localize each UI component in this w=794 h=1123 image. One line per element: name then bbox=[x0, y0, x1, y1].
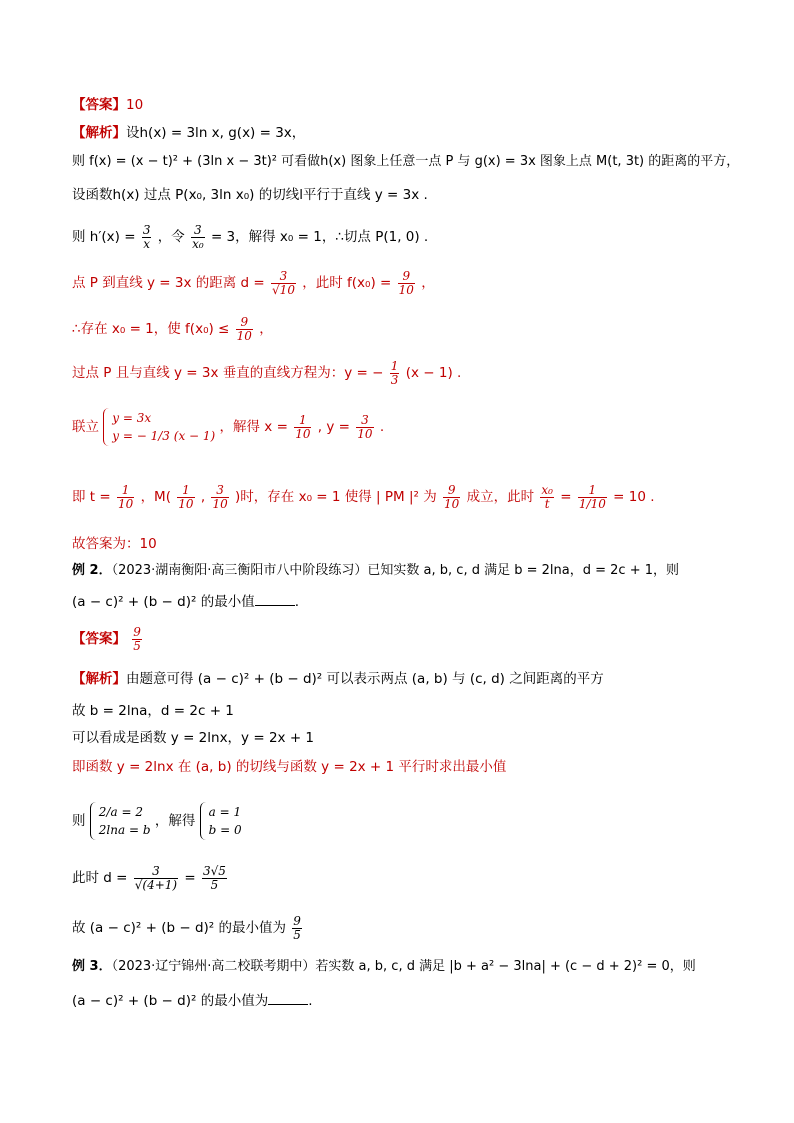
question-text: （2023·辽宁锦州·高二校联考期中）若实数 a, b, c, d 满足 |b + a² − 3lna| + (c − d + 2)² = 0，则 bbox=[111, 959, 696, 974]
fraction bbox=[292, 915, 302, 942]
numerator: 3 bbox=[211, 484, 228, 498]
denominator: x bbox=[143, 236, 151, 251]
fraction bbox=[540, 484, 554, 511]
denominator: 10 bbox=[117, 496, 134, 511]
numerator: x₀ bbox=[541, 482, 553, 497]
text-segment: 联立 bbox=[72, 419, 99, 435]
analysis-line-2: 则 f(x) = (x − t)² + (3ln x − 3t)² 可看做h(x) 图象上任意一点 P 与 g(x) = 3x 图象上点 M(t, 3t) 的距离的平方， bbox=[72, 154, 740, 169]
answer-value: 10 bbox=[126, 97, 144, 113]
text-segment: 成立，此时 bbox=[466, 489, 535, 505]
text-segment: = bbox=[184, 870, 196, 886]
fraction bbox=[578, 484, 607, 511]
example-label: 例 3． bbox=[72, 959, 112, 974]
fraction bbox=[271, 270, 296, 297]
fraction bbox=[191, 224, 205, 251]
denominator: 10 bbox=[357, 426, 373, 441]
analysis-2-line-3: 可以看成是函数 y = 2lnx，y = 2x + 1 bbox=[72, 730, 315, 746]
analysis-tag: 【解析】 bbox=[72, 671, 126, 687]
analysis-line-7 bbox=[72, 356, 461, 390]
text-segment: ，令 bbox=[157, 229, 185, 245]
text-segment: . bbox=[308, 993, 313, 1009]
text-segment: ， bbox=[421, 275, 435, 291]
example-label: 例 2． bbox=[72, 563, 112, 578]
fraction bbox=[134, 865, 178, 892]
example-2-title-cont bbox=[72, 593, 299, 611]
analysis-line-6 bbox=[72, 312, 273, 346]
system-row: a = 1 bbox=[208, 805, 242, 819]
denominator: 10 bbox=[398, 282, 414, 297]
denominator: √10 bbox=[272, 282, 295, 297]
denominator: x₀ bbox=[192, 236, 204, 251]
text-segment: 故 (a − c)² + (b − d)² 的最小值为 bbox=[72, 920, 286, 936]
answer-fraction bbox=[132, 626, 142, 653]
numerator: 1 bbox=[177, 484, 194, 498]
question-text: (a − c)² + (b − d)² 的最小值为 bbox=[72, 993, 269, 1009]
denominator: 10 bbox=[295, 426, 311, 441]
answer-tag: 【答案】 bbox=[72, 631, 126, 647]
answer-line-2 bbox=[72, 622, 144, 656]
system-row: 2lna = b bbox=[98, 823, 151, 837]
numerator: 9 bbox=[293, 913, 301, 928]
numerator: 1 bbox=[390, 358, 399, 373]
answer-blank bbox=[255, 593, 295, 606]
analysis-text: 设h(x) = 3ln x, g(x) = 3x， bbox=[126, 125, 306, 141]
fraction bbox=[117, 484, 134, 511]
equation-system bbox=[200, 802, 242, 840]
text-segment: ，解得 bbox=[154, 813, 196, 829]
question-text: （2023·湖南衡阳·高三衡阳市八中阶段练习）已知实数 a, b, c, d 满足 b = 2lna，d = 2c + 1，则 bbox=[111, 563, 679, 578]
text-segment: 则 h′(x) = bbox=[72, 229, 136, 245]
system-row: 2/a = 2 bbox=[98, 805, 143, 819]
text-segment: (x − 1) . bbox=[405, 365, 462, 381]
fraction bbox=[398, 270, 415, 297]
text-segment: ，M( bbox=[140, 489, 171, 505]
denominator: 5 bbox=[210, 877, 219, 892]
fraction bbox=[390, 360, 400, 387]
analysis-2-line-4: 即函数 y = 2lnx 在 (a, b) 的切线与函数 y = 2x + 1 平行时求出最小值 bbox=[72, 759, 507, 775]
numerator: 9 bbox=[236, 316, 253, 330]
numerator: 3 bbox=[271, 270, 296, 284]
numerator: 9 bbox=[133, 624, 141, 639]
numerator: 3√5 bbox=[203, 863, 226, 878]
text-segment: 此时 d = bbox=[72, 870, 128, 886]
denominator: t bbox=[544, 496, 550, 511]
numerator: 1 bbox=[117, 484, 134, 498]
analysis-2-line-5 bbox=[72, 796, 242, 846]
system-row: y = 3x bbox=[112, 411, 152, 425]
text-segment: . bbox=[294, 594, 299, 610]
text-segment: 即 t = bbox=[72, 489, 111, 505]
question-text: (a − c)² + (b − d)² 的最小值 bbox=[72, 594, 255, 610]
answer-tag: 【答案】 bbox=[72, 97, 126, 113]
analysis-tag: 【解析】 bbox=[72, 125, 126, 141]
answer-blank bbox=[268, 992, 308, 1005]
numerator: 9 bbox=[443, 484, 460, 498]
text-segment: ∴存在 x₀ = 1，使 f(x₀) ≤ bbox=[72, 321, 230, 337]
numerator: 1 bbox=[578, 484, 607, 498]
analysis-line-1 bbox=[72, 124, 305, 142]
text-segment: )时，存在 x₀ = 1 使得 | PM |² 为 bbox=[235, 489, 437, 505]
answer-line bbox=[72, 96, 143, 114]
analysis-line-8 bbox=[72, 404, 384, 450]
denominator: 10 bbox=[212, 496, 228, 511]
text-segment: 过点 P 且与直线 y = 3x 垂直的直线方程为：y = − bbox=[72, 365, 384, 381]
text-segment: . bbox=[379, 419, 385, 435]
analysis-line-5 bbox=[72, 266, 435, 300]
analysis-2-line-2: 故 b = 2lna，d = 2c + 1 bbox=[72, 703, 234, 719]
numerator: 3 bbox=[356, 414, 373, 428]
fraction bbox=[211, 484, 228, 511]
equation-system bbox=[90, 802, 151, 840]
system-row: y = − 1/3 (x − 1) bbox=[112, 429, 216, 443]
text-segment: = 3，解得 x₀ = 1，∴切点 P(1, 0) . bbox=[210, 229, 429, 245]
numerator: 1 bbox=[294, 414, 311, 428]
numerator: 3 bbox=[142, 222, 151, 237]
denominator: 3 bbox=[390, 372, 399, 387]
text-segment: ，此时 f(x₀) = bbox=[302, 275, 392, 291]
numerator: 3 bbox=[191, 224, 205, 238]
denominator: 1/10 bbox=[578, 496, 606, 511]
fraction bbox=[177, 484, 194, 511]
numerator: 9 bbox=[398, 270, 415, 284]
numerator: 3 bbox=[134, 865, 178, 879]
denominator: 10 bbox=[444, 496, 460, 511]
analysis-2-line-7 bbox=[72, 908, 304, 948]
example-3-title-cont bbox=[72, 992, 313, 1010]
fraction bbox=[202, 865, 227, 892]
text-segment: = bbox=[560, 489, 572, 505]
example-2-title bbox=[72, 562, 679, 580]
denominator: 10 bbox=[178, 496, 194, 511]
fraction bbox=[236, 316, 253, 343]
example-3-title bbox=[72, 958, 696, 976]
text-segment: ，解得 x = bbox=[219, 419, 288, 435]
equation-system bbox=[103, 408, 215, 446]
text-segment: , bbox=[200, 489, 206, 505]
text-segment: = 10 . bbox=[613, 489, 655, 505]
denominator: 10 bbox=[236, 328, 252, 343]
system-row: b = 0 bbox=[208, 823, 242, 837]
denominator: 5 bbox=[133, 638, 141, 653]
text-segment: ， bbox=[259, 321, 273, 337]
conclusion-line: 故答案为：10 bbox=[72, 536, 157, 552]
denominator: 5 bbox=[293, 927, 301, 942]
analysis-line-4 bbox=[72, 220, 428, 254]
text-segment: 点 P 到直线 y = 3x 的距离 d = bbox=[72, 275, 265, 291]
fraction bbox=[356, 414, 373, 441]
fraction bbox=[142, 224, 152, 251]
analysis-2-line-6 bbox=[72, 858, 229, 898]
text-segment: 则 bbox=[72, 813, 86, 829]
analysis-text: 由题意可得 (a − c)² + (b − d)² 可以表示两点 (a, b) 与 (c, d) 之间距离的平方 bbox=[126, 671, 604, 687]
analysis-line-9 bbox=[72, 472, 655, 522]
analysis-line-3: 设函数h(x) 过点 P(x₀, 3ln x₀) 的切线l平行于直线 y = 3x . bbox=[72, 187, 428, 203]
analysis-2-line-1 bbox=[72, 670, 604, 688]
text-segment: , y = bbox=[317, 419, 350, 435]
fraction bbox=[443, 484, 460, 511]
fraction bbox=[294, 414, 311, 441]
denominator: √(4+1) bbox=[134, 877, 178, 892]
